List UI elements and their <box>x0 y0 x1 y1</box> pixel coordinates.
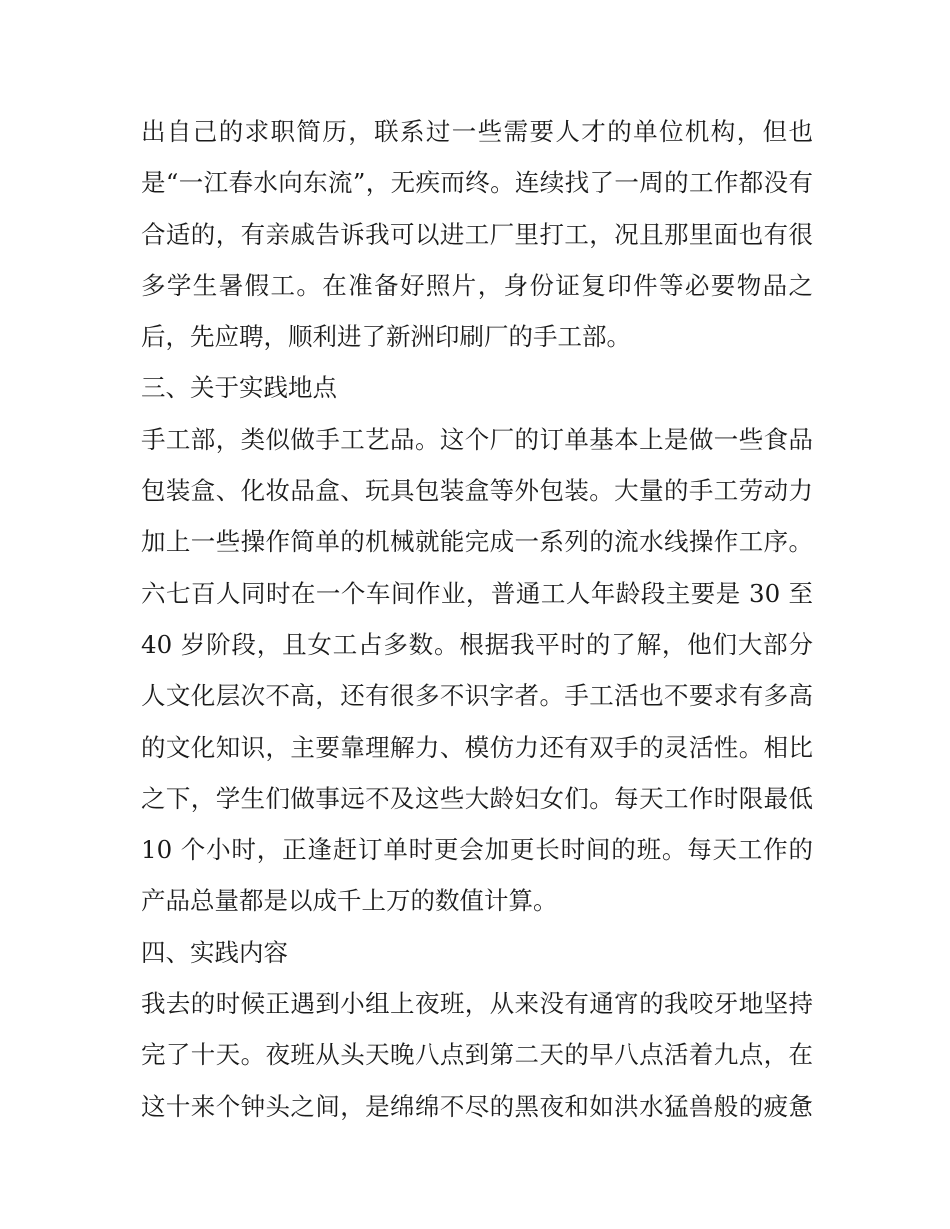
text-line: 加上一些操作简单的机械就能完成一系列的流水线操作工序。 <box>141 527 813 557</box>
text-line: 我去的时候正遇到小组上夜班，从来没有通宵的我咬牙地坚持 <box>141 989 813 1019</box>
section-heading: 三、关于实践地点 <box>141 373 337 403</box>
text-line: 出自己的求职简历，联系过一些需要人才的单位机构，但也 <box>141 117 813 146</box>
text-line: 40 岁阶段，且女工占多数。根据我平时的了解，他们大部分 <box>141 629 813 659</box>
text-line: 多学生暑假工。在准备好照片，身份证复印件等必要物品之 <box>141 270 813 300</box>
text-line: 后，先应聘，顺利进了新洲印刷厂的手工部。 <box>141 322 631 352</box>
text-line: 手工部，类似做手工艺品。这个厂的订单基本上是做一些食品 <box>141 424 813 454</box>
text-line: 完了十天。夜班从头天晚八点到第二天的早八点活着九点，在 <box>141 1040 813 1070</box>
text-line: 六七百人同时在一个车间作业，普通工人年龄段主要是 30 至 <box>141 578 813 608</box>
text-line: 产品总量都是以成千上万的数值计算。 <box>141 886 558 916</box>
text-line: 是“一江春水向东流”，无疾而终。连续找了一周的工作都没有 <box>141 168 813 198</box>
section-heading: 四、实践内容 <box>141 937 288 967</box>
body-text <box>141 106 813 1132</box>
text-line: 人文化层次不高，还有很多不识字者。手工活也不要求有多高 <box>141 681 813 711</box>
text-line: 10 个小时，正逢赶订单时更会加更长时间的班。每天工作的 <box>141 835 813 865</box>
text-line: 包装盒、化妆品盒、玩具包装盒等外包装。大量的手工劳动力 <box>141 476 813 506</box>
text-line: 之下，学生们做事远不及这些大龄妇女们。每天工作时限最低 <box>141 783 813 813</box>
text-line: 的文化知识，主要靠理解力、模仿力还有双手的灵活性。相比 <box>141 732 813 762</box>
text-line: 这十来个钟头之间，是绵绵不尽的黑夜和如洪水猛兽般的疲惫 <box>141 1091 813 1121</box>
text-line: 合适的，有亲戚告诉我可以进工厂里打工，况且那里面也有很 <box>141 219 813 249</box>
